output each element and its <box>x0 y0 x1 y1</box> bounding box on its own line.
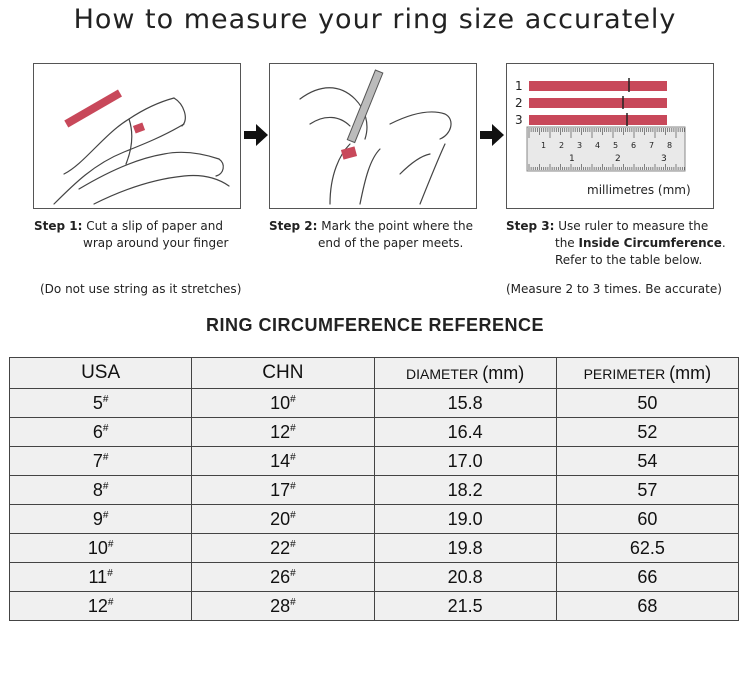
reference-title: RING CIRCUMFERENCE REFERENCE <box>205 315 545 335</box>
table-row <box>10 534 739 563</box>
hand-mark-illustration <box>270 64 476 208</box>
step-line: Use ruler to measure the <box>558 219 709 233</box>
step3-text <box>506 218 736 269</box>
svg-text:1: 1 <box>541 141 547 150</box>
cell-chn: 26# <box>192 563 374 592</box>
page-title: How to measure your ring size accurately <box>73 4 677 35</box>
arrow-right-icon <box>244 124 268 146</box>
step1-illustration <box>33 63 241 209</box>
strip-label: 1 <box>515 79 523 93</box>
cell-diameter: 19.8 <box>374 534 556 563</box>
table-row <box>10 447 739 476</box>
svg-text:4: 4 <box>595 141 601 150</box>
cell-usa: 10# <box>10 534 192 563</box>
cell-diameter: 21.5 <box>374 592 556 621</box>
cell-chn: 10# <box>192 389 374 418</box>
svg-text:6: 6 <box>631 141 637 150</box>
table-row <box>10 592 739 621</box>
header-chn: CHN <box>192 358 374 389</box>
cell-perimeter: 68 <box>556 592 738 621</box>
step2-illustration <box>269 63 477 209</box>
hand-wrap-illustration <box>34 64 240 208</box>
step-line: the Inside Circumference. <box>555 236 726 250</box>
cell-diameter: 20.8 <box>374 563 556 592</box>
svg-text:8: 8 <box>667 141 673 150</box>
cell-usa: 12# <box>10 592 192 621</box>
cell-usa: 5# <box>10 389 192 418</box>
step-line: Refer to the table below. <box>555 253 703 267</box>
pen <box>347 70 383 143</box>
cell-diameter: 17.0 <box>374 447 556 476</box>
table-row <box>10 563 739 592</box>
svg-text:7: 7 <box>649 141 655 150</box>
ring-size-table <box>9 357 739 621</box>
cell-usa: 9# <box>10 505 192 534</box>
cell-chn: 14# <box>192 447 374 476</box>
cell-diameter: 19.0 <box>374 505 556 534</box>
cell-perimeter: 57 <box>556 476 738 505</box>
step-line: Mark the point where the <box>321 219 473 233</box>
ruler-illustration <box>507 64 713 208</box>
cell-diameter: 15.8 <box>374 389 556 418</box>
svg-text:3: 3 <box>661 154 667 164</box>
step-line: Cut a slip of paper and <box>86 219 223 233</box>
step-label: Step 2: <box>269 219 318 233</box>
cell-chn: 17# <box>192 476 374 505</box>
strip-label: 3 <box>515 113 523 127</box>
cell-chn: 20# <box>192 505 374 534</box>
note-right: (Measure 2 to 3 times. Be accurate) <box>506 282 722 296</box>
table-row <box>10 505 739 534</box>
step-label: Step 1: <box>34 219 83 233</box>
step-label: Step 3: <box>506 219 555 233</box>
table-row <box>10 418 739 447</box>
step-line: end of the paper meets. <box>318 236 464 250</box>
ruler <box>527 127 685 171</box>
cell-chn: 28# <box>192 592 374 621</box>
svg-text:5: 5 <box>613 141 619 150</box>
cell-perimeter: 66 <box>556 563 738 592</box>
cell-perimeter: 54 <box>556 447 738 476</box>
cell-usa: 11# <box>10 563 192 592</box>
svg-text:3: 3 <box>577 141 583 150</box>
header-perimeter: PERIMETER (mm) <box>556 358 738 389</box>
cell-perimeter: 50 <box>556 389 738 418</box>
step3-illustration <box>506 63 714 209</box>
table-row <box>10 389 739 418</box>
paper-strip <box>64 90 122 128</box>
svg-text:2: 2 <box>559 141 565 150</box>
step2-text <box>269 218 499 252</box>
inside-circumference: Inside Circumference <box>578 236 722 250</box>
cell-usa: 7# <box>10 447 192 476</box>
step-line: wrap around your finger <box>83 236 229 250</box>
note-left: (Do not use string as it stretches) <box>40 282 242 296</box>
cell-usa: 6# <box>10 418 192 447</box>
svg-text:2: 2 <box>615 154 621 164</box>
cell-usa: 8# <box>10 476 192 505</box>
table-header-row <box>10 358 739 389</box>
table-row <box>10 476 739 505</box>
cell-perimeter: 60 <box>556 505 738 534</box>
arrow-right-icon <box>480 124 504 146</box>
svg-text:1: 1 <box>569 154 575 164</box>
header-diameter: DIAMETER (mm) <box>374 358 556 389</box>
cell-perimeter: 62.5 <box>556 534 738 563</box>
strip-label: 2 <box>515 96 523 110</box>
cell-chn: 12# <box>192 418 374 447</box>
cell-perimeter: 52 <box>556 418 738 447</box>
step1-text <box>34 218 254 252</box>
cell-chn: 22# <box>192 534 374 563</box>
mm-label: millimetres (mm) <box>587 183 691 197</box>
cell-diameter: 16.4 <box>374 418 556 447</box>
cell-diameter: 18.2 <box>374 476 556 505</box>
header-usa: USA <box>10 358 192 389</box>
